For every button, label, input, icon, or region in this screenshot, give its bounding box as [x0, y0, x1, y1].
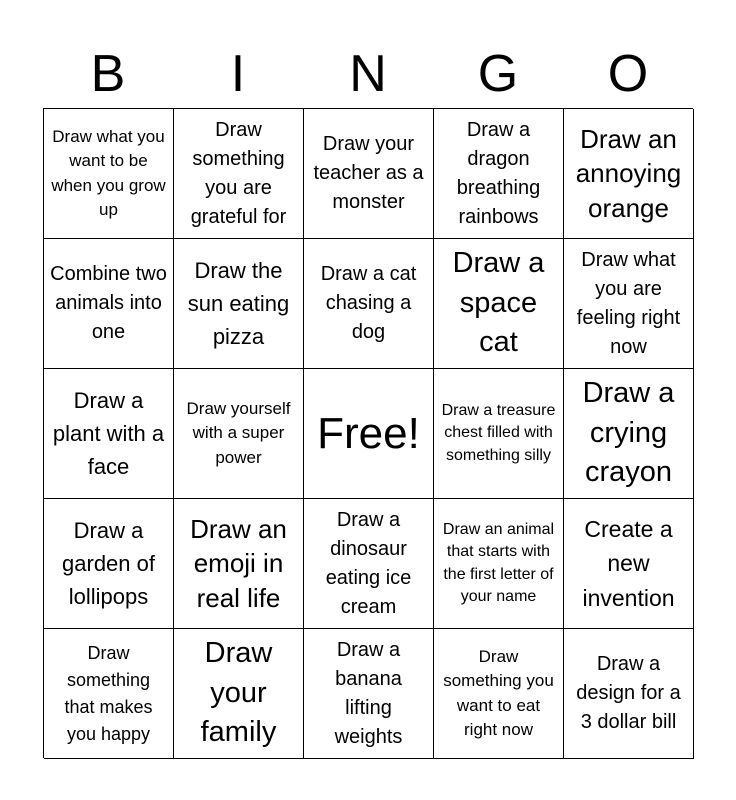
bingo-cell-r4c4[interactable] — [434, 499, 564, 629]
cell-text: Combine two animals into one — [50, 263, 167, 343]
bingo-cell-r4c2[interactable] — [174, 499, 304, 629]
bingo-cell-r5c2[interactable] — [174, 629, 304, 759]
bingo-cell-r4c5[interactable] — [564, 499, 694, 629]
bingo-cell-r5c4[interactable] — [434, 629, 564, 759]
cell-text: Draw an animal that starts with the first letter of your name — [442, 521, 555, 605]
cell-text: Draw a crying crayon — [582, 377, 675, 489]
bingo-cell-r5c1[interactable] — [44, 629, 174, 759]
cell-text: Draw something you are grateful for — [190, 118, 287, 228]
bingo-cell-r1c5[interactable] — [564, 109, 694, 239]
bingo-cell-r1c2[interactable] — [174, 109, 304, 239]
bingo-cell-r2c3[interactable] — [304, 239, 434, 369]
cell-text: Draw a plant with a face — [52, 388, 165, 479]
cell-text: Draw the sun eating pizza — [187, 258, 290, 349]
cell-text: Draw a design for a 3 dollar bill — [576, 653, 681, 733]
bingo-cell-r3c1[interactable] — [44, 369, 174, 499]
bingo-cell-r1c3[interactable] — [304, 109, 434, 239]
cell-text: Draw something that makes you happy — [64, 642, 153, 744]
bingo-cell-r3c5[interactable] — [564, 369, 694, 499]
cell-text: Draw a dragon breathing rainbows — [456, 118, 541, 228]
bingo-cell-r1c1[interactable] — [44, 109, 174, 239]
cell-text: Draw a dinosaur eating ice cream — [325, 508, 412, 618]
bingo-cell-r5c3[interactable] — [304, 629, 434, 759]
bingo-cell-r3c4[interactable] — [434, 369, 564, 499]
cell-text: Draw an emoji in real life — [190, 514, 287, 613]
bingo-cell-r2c1[interactable] — [44, 239, 174, 369]
bingo-cell-r5c5[interactable] — [564, 629, 694, 759]
free-space-label: Free! — [317, 408, 420, 458]
header-letter-g: G — [477, 45, 519, 103]
cell-text: Draw yourself with a super power — [186, 399, 291, 467]
cell-text: Draw what you are feeling right now — [576, 248, 681, 358]
bingo-board — [43, 108, 693, 758]
header-letter-o: O — [607, 45, 649, 103]
bingo-cell-r2c4[interactable] — [434, 239, 564, 369]
cell-text: Draw a cat chasing a dog — [320, 263, 417, 343]
cell-text: Draw your teacher as a monster — [313, 133, 424, 213]
cell-text: Draw your family — [200, 637, 277, 749]
bingo-cell-r2c2[interactable] — [174, 239, 304, 369]
header-letter-b: B — [90, 45, 126, 103]
cell-text: Draw a treasure chest filled with something silly — [441, 402, 556, 464]
bingo-cell-r1c4[interactable] — [434, 109, 564, 239]
bingo-cell-r4c1[interactable] — [44, 499, 174, 629]
header-letter-n: N — [349, 45, 387, 103]
cell-text: Draw a space cat — [452, 247, 545, 359]
cell-text: Draw an annoying orange — [575, 124, 682, 223]
bingo-cell-r4c3[interactable] — [304, 499, 434, 629]
bingo-header — [43, 40, 693, 108]
cell-text: Draw a banana lifting weights — [334, 638, 403, 748]
bingo-cell-free-space[interactable] — [304, 369, 434, 499]
bingo-cell-r3c2[interactable] — [174, 369, 304, 499]
cell-text: Draw a garden of lollipops — [62, 518, 155, 609]
cell-text: Draw what you want to be when you grow up — [51, 127, 166, 219]
bingo-cell-r2c5[interactable] — [564, 239, 694, 369]
header-letter-i: I — [230, 45, 246, 103]
cell-text: Draw something you want to eat right now — [443, 647, 554, 739]
cell-text: Create a new invention — [582, 515, 675, 611]
